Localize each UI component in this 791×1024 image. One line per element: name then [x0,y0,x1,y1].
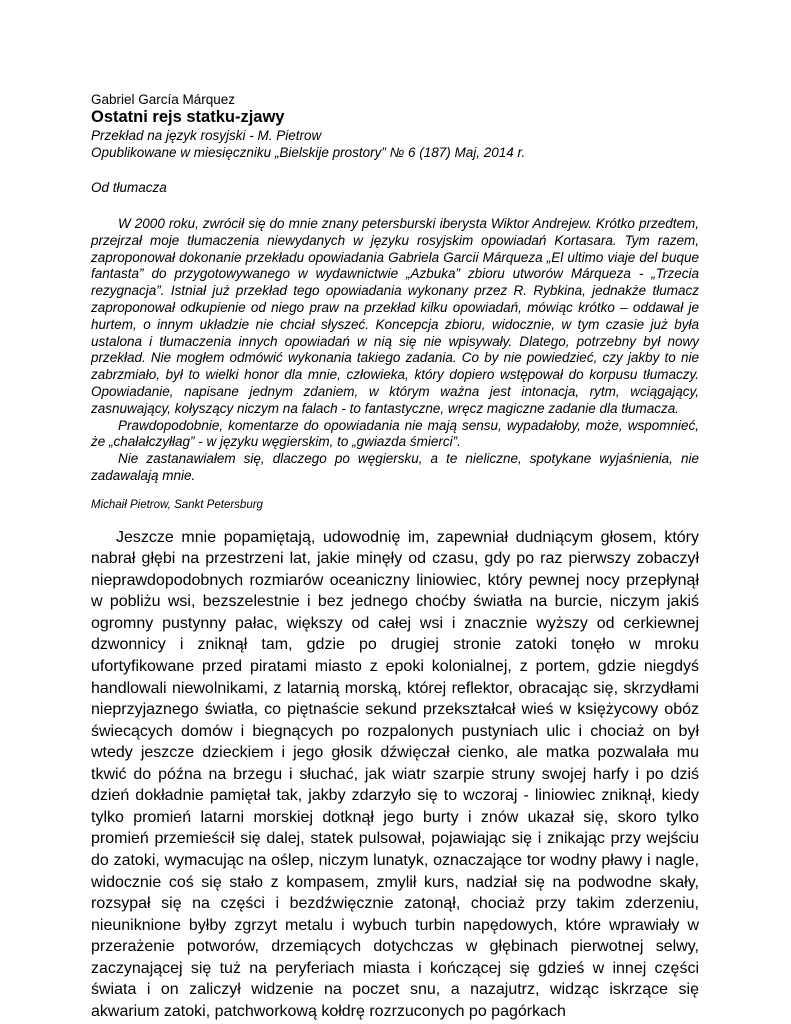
author-name: Gabriel García Márquez [91,92,236,107]
publication-info: Opublikowane w miesięczniku „Bielskije prostory” № 6 (187) Maj, 2014 r. [91,145,526,160]
story-body [91,527,699,1023]
translator-note [91,216,699,485]
translator-note-paragraph: Prawdopodobnie, komentarze do opowiadania nie mają sensu, wypadałoby, może, wspomnieć, że „chałałczyłłag” - w języku węgierskim, to „gwiazda śmierci”. [91,417,699,450]
translator-signature: Michaił Pietrow, Sankt Petersburg [91,498,263,511]
translator-note-heading: Od tłumacza [91,180,167,195]
story-title: Ostatni rejs statku-zjawy [91,108,285,126]
translator-note-paragraph: W 2000 roku, zwrócił się do mnie znany petersburski iberysta Wiktor Andrejew. Krótko przedtem, przejrzał moje tłumaczenia niewydanych w języku rosyjskim opowiadań Kortasara. Tym razem, zaproponował dokonanie przekładu opowiadania Gabriela Garcii Márqueza „El ultimo viaje del buque fantasta” do przygotowywanego w wydawnictwie „Azbuka” zbioru utworów Márqueza - „Trzecia rezygnacja”. Istniał już przekład tego opowiadania wykonany przez R. Rybkina, jednakże tłumacz zaproponował odkupienie od niego praw na przekład kilku opowiadań, mówiąc krótko – oddawał je hurtem, o innym układzie nie chciał słyszeć. Koncepcja zbioru, widocznie, w tym czasie już była ustalona i tłumaczenia innych opowiadań w nią się nie wpisywały. Dlatego, potrzebny był nowy przekład. Nie mogłem odmówić wykonania takiego zadania. Co by nie powiedzieć, czy jakby to nie zabrzmiało, był to wielki honor dla mnie, człowieka, który dopiero wstępował do korpusu tłumaczy. Opowiadanie, napisane jednym zdaniem, w którym ważna jest intonacja, rytm, wciągający, zasnuwający, kołyszący niczym na falach - to fantastyczne, wręcz magiczne zadanie dla tłumacza. [91,216,699,416]
document-page [91,92,699,1022]
translation-credit: Przekład na język rosyjski - M. Pietrow [91,128,322,143]
translator-note-paragraph: Nie zastanawiałem się, dlaczego po węgiersku, a te nieliczne, spotykane wyjaśnienia, nie zadawalają mnie. [91,451,699,483]
story-paragraph: Jeszcze mnie popamiętają, udowodnię im, zapewniał dudniącym głosem, który nabrał głębi na przestrzeni lat, jakie minęły od czasu, gdy po raz pierwszy zobaczył nieprawdopodobnych rozmiarów oceaniczny liniowiec, który pewnej nocy przepłynął w pobliżu wsi, bezszelestnie i bez jednego choćby światła na burcie, niczym jakiś ogromny pustynny pałac, większy od całej wsi i znacznie wyższy od cerkiewnej dzwonnicy i zniknął tam, gdzie po drugiej stronie zatoki tonęło w mroku ufortyfikowane przed piratami miasto z epoki kolonialnej, z portem, gdzie niegdyś handlowali niewolnikami, z latarnią morską, której reflektor, obracając się, skrzydłami nieprzyjaznego światła, co piętnaście sekund przekształcał wieś w księżycowy obóz świecących domów i biegnących po rozpalonych pustyniach ulic i chociaż on był wtedy jeszcze dzieckiem i jego głosik dźwięczał cienko, ale matka pozwalała mu tkwić do późna na brzegu i słuchać, jak wiatr szarpie struny swojej harfy i po dziś dzień dokładnie pamiętał tak, jakby zdarzyło się to wczoraj - liniowiec zniknął, kiedy tylko promień latarni morskiej dotknął jego burty i znów ukazał się, skoro tylko promień przemieścił się dalej, statek pulsował, pojawiając się i znikając przy wejściu do zatoki, wymacując na oślep, niczym lunatyk, oznaczające tor wodny pławy i nagle, widocznie coś się stało z kompasem, zmylił kurs, nadział się na podwodne skały, rozsypał się na części i bezdźwięcznie zatonął, chociaż przy takim zderzeniu, nieuniknione byłby zgrzyt metalu i wybuch turbin napędowych, które wprawiały w przerażenie potworów, drzemiących dotychczas w głębinach pierwotnej selwy, zaczynającej się tuż na peryferiach miasta i kończącej się gdzieś w innej części świata i on zaliczył widzenie na poczet snu, a nazajutrz, widząc iskrzące się akwarium zatoki, patchworkową kołdrę rozrzuconych po pagórkach [91,528,699,1020]
